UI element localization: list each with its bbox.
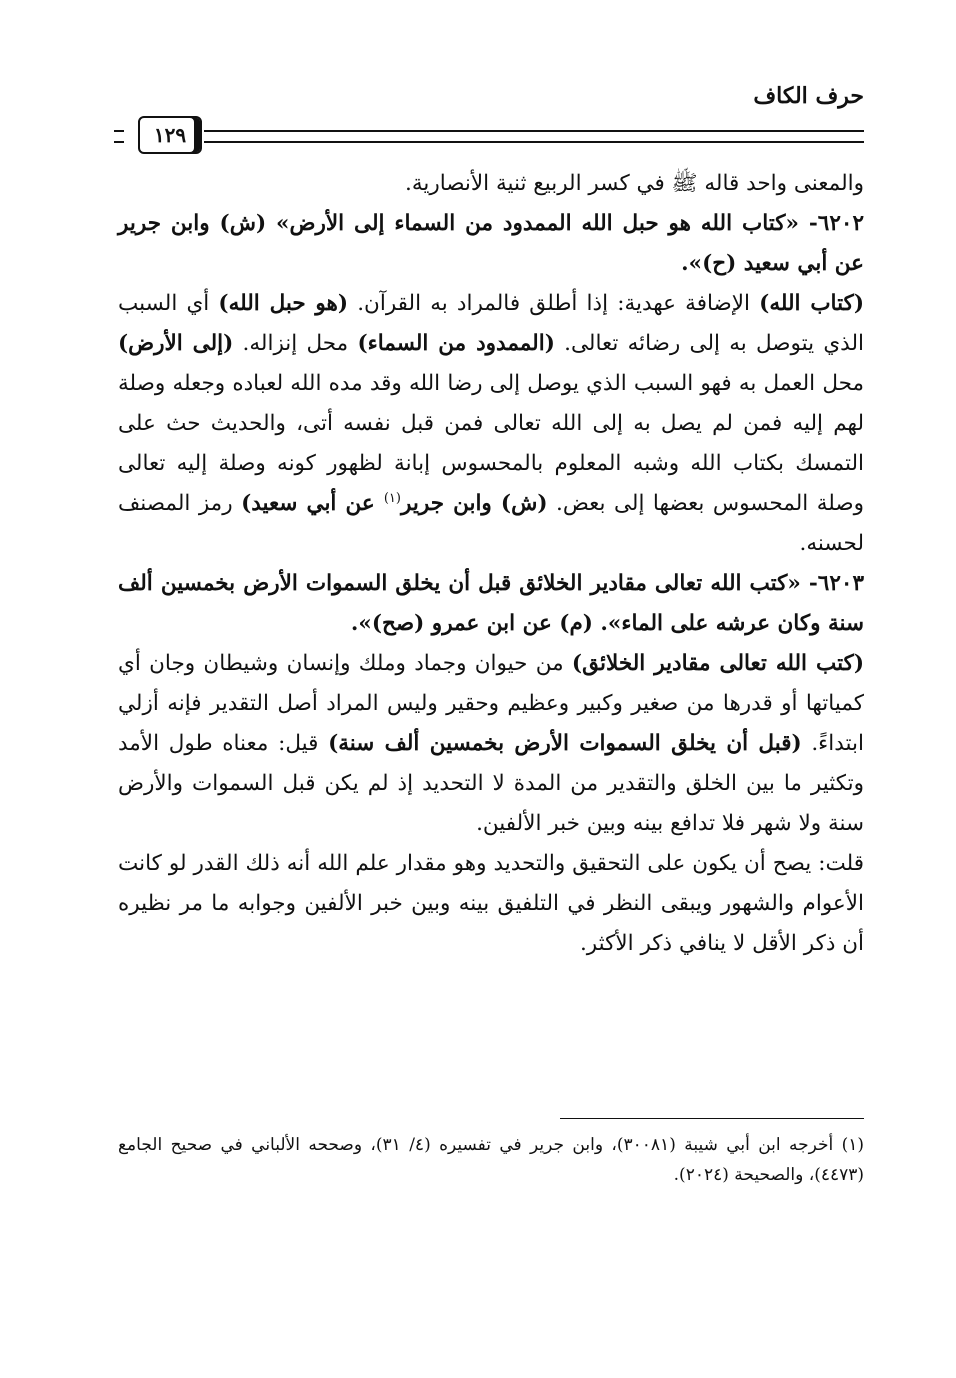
commentary-text: قيل: معناه طول الأمد وتكثير ما بين الخلق والتقدير من المدة لا التحديد إذ لم يكن قبل السموات والأرض سنة ولا شهر فلا تدافع بينه وبين خبر الألفين. (118, 731, 864, 836)
commentary-text: أي السبب الذي يتوصل به إلى رضائه تعالى. (118, 291, 864, 356)
header-rule (118, 116, 864, 162)
commentary-text: الإضافة عهدية: إذا أطلق فالمراد به القرآن. (348, 291, 760, 316)
commentary-term: (هو حبل الله) (218, 291, 349, 316)
paragraph-1: والمعنى واحد قاله ﷺ في كسر الربيع ثنية الأنصارية. (404, 171, 864, 196)
commentary-term: (كتاب الله) (759, 291, 865, 316)
paragraph-note: قلت: يصح أن يكون على التحقيق والتحديد وهو مقدار علم الله أنه ذلك القدر لو كانت الأعوام والشهور ويبقى النظر في التلفيق بينه وبين خبر الألفين وجوابه ما مر نظيره أن ذكر الأقل لا ينافي ذكر الأكثر. (118, 851, 864, 956)
body-text (118, 164, 864, 964)
commentary-term: (الممدود من السماء) (357, 331, 555, 356)
hadith-entry-6203: ٦٢٠٣- «كتب الله تعالى مقادير الخلائق قبل أن يخلق السموات الأرض بخمسين ألف سنة وكان عرشه على الماء». (م) عن ابن عمرو (صح)». (118, 571, 864, 636)
commentary-term: عن أبي سعيد) (241, 491, 384, 516)
commentary-term: (ش) وابن جرير (400, 491, 548, 516)
commentary-term: (إلى الأرض) (118, 331, 234, 356)
commentary-text: محل العمل به فهو السبب الذي يوصل إلى رضا الله وقد مده الله لعباده وجعله وصلة لهم إليه فمن لم يصل به إلى الله تعالى فمن قبل نفسه أتى، والحديث حث على التمسك بكتاب الله وشبه المعلوم بالمحسوس إبانة لظهور كونه وصلة إليه تعالى وصلة المحسوس بعضها إلى بعض. (118, 371, 864, 516)
page-number: ١٢٩ (138, 116, 202, 154)
commentary-text: من حيوان وجماد وملك وإنسان وشيطان وجان أي كمياتها أو قدرها من صغير وكبير وعظيم وحقير وليس المراد أصل التقدير فإنه أزلي ابتداءً. (118, 651, 864, 756)
double-rule (204, 130, 864, 143)
commentary-text: محل إنزاله. (233, 331, 358, 356)
rule-endcap (114, 130, 124, 143)
hadith-entry-6202: ٦٢٠٢- «كتاب الله هو حبل الله الممدود من السماء إلى الأرض» (ش) وابن جرير عن أبي سعيد (ح)». (118, 211, 864, 276)
footnote-1: (١) أخرجه ابن أبي شيبة (٣٠٠٨١)، وابن جرير في تفسيره (٤/ ٣١)، وصححه الألباني في صحيح الجامع (٤٤٧٣)، والصحيحة (٢٠٢٤). (118, 1135, 864, 1185)
commentary-term: (قبل أن يخلق السموات الأرض بخمسين ألف سنة) (328, 731, 802, 756)
running-head: حرف الكاف (753, 83, 864, 109)
footnote-marker[interactable]: (١) (383, 490, 401, 506)
footnote-separator (560, 1118, 864, 1119)
page (118, 80, 864, 964)
commentary-text: رمز المصنف لحسنه. (118, 491, 864, 556)
footnotes (118, 1130, 864, 1190)
commentary-6202 (118, 284, 864, 564)
commentary-term: (كتب الله تعالى مقادير الخلائق) (571, 651, 864, 676)
commentary-6203 (118, 644, 864, 844)
